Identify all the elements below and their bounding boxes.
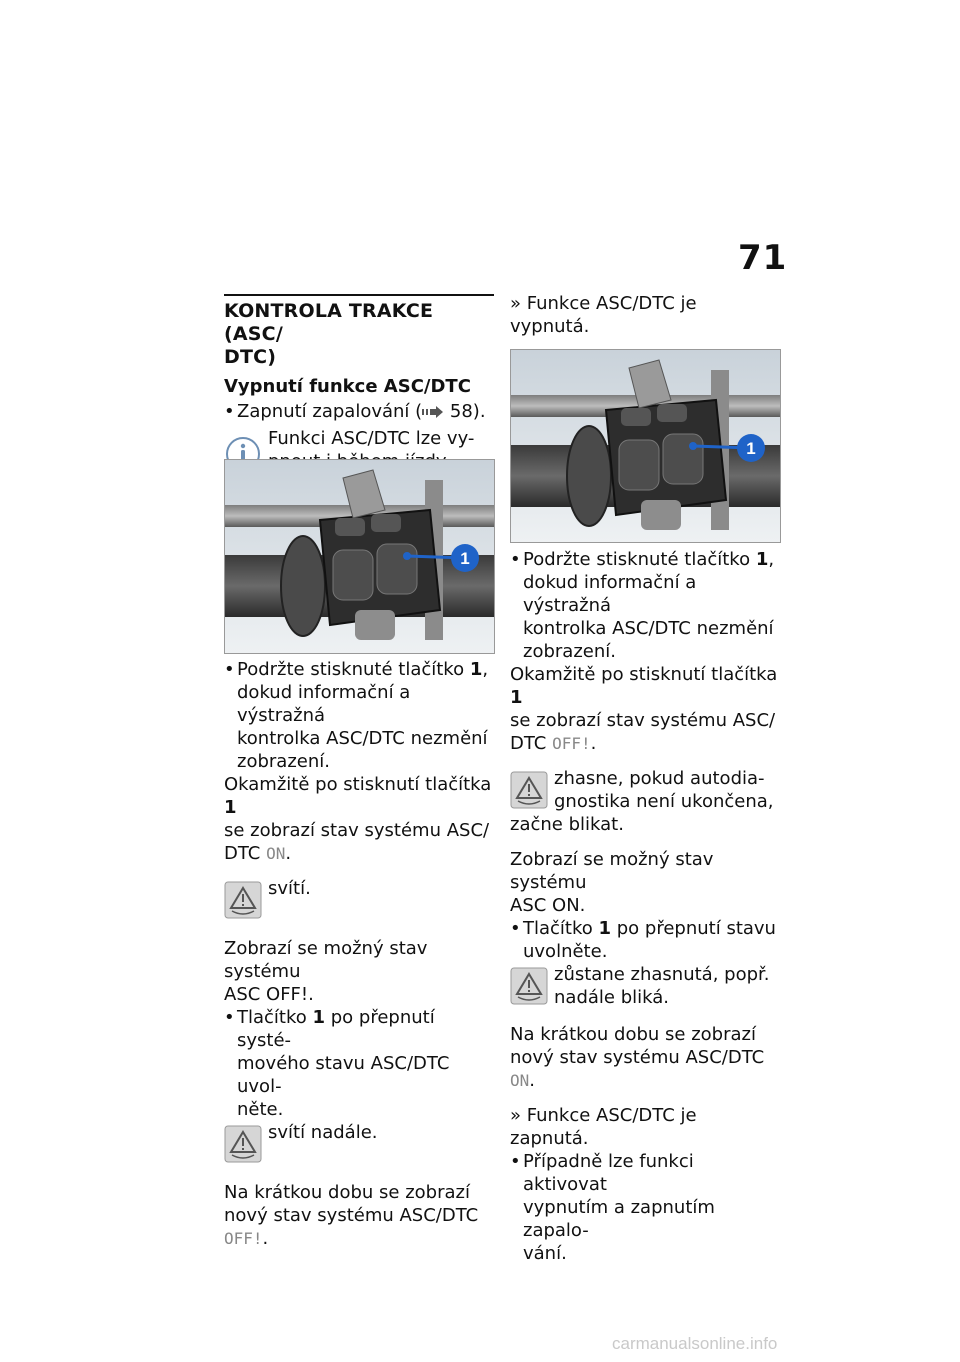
result-on: » Funkce ASC/DTC je zapnutá.: [510, 1105, 697, 1149]
section-rule: [224, 294, 494, 296]
chevron-double-icon: »: [510, 293, 522, 314]
warning-note: zhasne, pokud autodia- gnostika není ukončena, začne blikat.: [510, 768, 774, 835]
list-item: • Zapnutí zapalování ( 58).: [224, 401, 486, 422]
display-state: OFF!: [224, 1229, 263, 1248]
result-off: » Funkce ASC/DTC je vypnutá.: [510, 293, 697, 337]
display-state: ON: [510, 1071, 530, 1090]
section-heading: KONTROLA TRAKCE (ASC/ DTC): [224, 300, 434, 368]
short-time-state: Na krátkou dobu se zobrazí nový stav systému ASC/DTC OFF!.: [224, 1182, 479, 1249]
short-time-state: Na krátkou dobu se zobrazí nový stav systému ASC/DTC ON.: [510, 1024, 765, 1091]
left-column: [224, 300, 494, 473]
possible-state: Zobrazí se možný stav systému ASC ON.: [510, 849, 714, 916]
list-item: • Tlačítko 1 po přepnutí systé- mového stavu ASC/DTC uvol- něte.: [224, 1007, 450, 1120]
left-column-lower: [224, 658, 494, 1250]
right-column-lower: [510, 548, 780, 1265]
watermark: carmanualsonline.info: [612, 1334, 778, 1353]
warning-note: zůstane zhasnutá, popř. nadále bliká.: [510, 963, 780, 1011]
subheading-disable: Vypnutí funkce ASC/DTC: [224, 376, 471, 397]
page-number: 71: [738, 238, 788, 278]
list-item: • Podržte stisknuté tlačítko 1, dokud informační a výstražná kontrolka ASC/DTC nezmění zobrazení.: [224, 659, 489, 772]
arrow-ref-icon: [422, 406, 444, 418]
list-item: • Tlačítko 1 po přepnutí stavu uvolněte.: [510, 918, 776, 962]
display-state: OFF!: [552, 734, 591, 753]
switch-photo-right: [510, 349, 781, 543]
status-text: Okamžitě po stisknutí tlačítka 1 se zobrazí stav systému ASC/ DTC OFF!.: [510, 664, 778, 754]
list-item: • Případně lze funkci aktivovat vypnutím a zapnutím zapalo- vání.: [510, 1151, 715, 1264]
switch-photo-left: [224, 459, 495, 654]
info-note: Funkci ASC/DTC lze vy-: [224, 427, 494, 473]
warning-triangle-icon: [224, 881, 262, 919]
callout-number: 1: [746, 439, 756, 458]
display-state: ON: [266, 844, 286, 863]
handlebar-switch-illustration: [225, 460, 494, 653]
status-text: Okamžitě po stisknutí tlačítka 1 se zobrazí stav systému ASC/ DTC ON.: [224, 774, 492, 864]
callout-number: 1: [460, 549, 470, 568]
warning-note: svítí.: [224, 877, 494, 925]
warning-triangle-icon: [510, 771, 548, 809]
warning-note: svítí nadále.: [224, 1121, 494, 1169]
list-item: • Podržte stisknuté tlačítko 1, dokud informační a výstražná kontrolka ASC/DTC nezmění zobrazení.: [510, 549, 775, 662]
chevron-double-icon: »: [510, 1105, 522, 1126]
handlebar-switch-illustration: [511, 350, 780, 542]
warning-triangle-icon: [510, 967, 548, 1005]
warning-triangle-icon: [224, 1125, 262, 1163]
possible-state: Zobrazí se možný stav systému ASC OFF!.: [224, 938, 428, 1005]
